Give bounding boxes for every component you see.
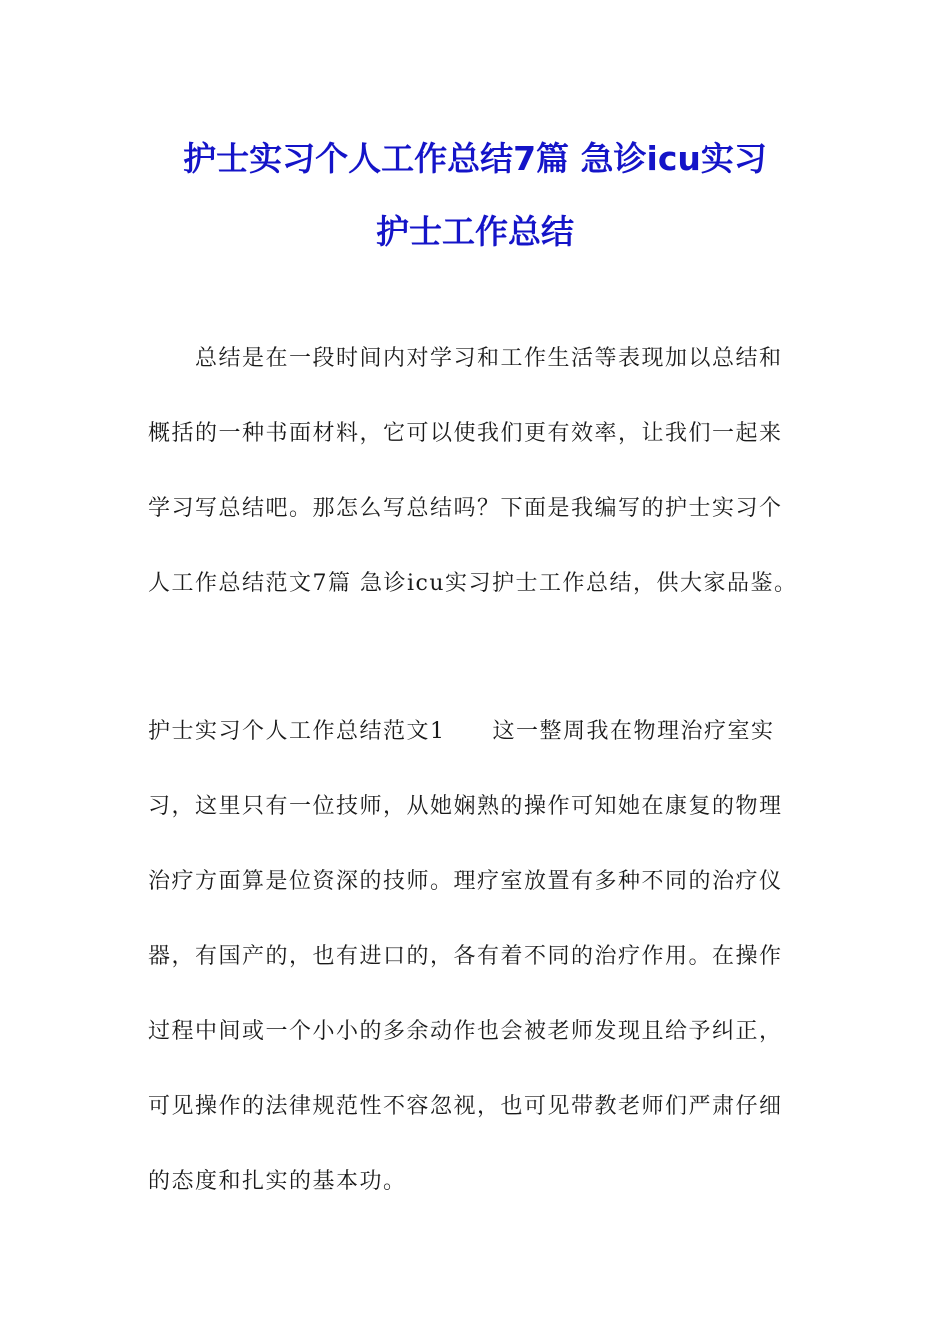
intro-paragraph-line: 人工作总结范文7篇 急诊icu实习护士工作总结，供大家品鉴。 [148,571,798,596]
section1-paragraph-line: 器，有国产的，也有进口的，各有着不同的治疗作用。在操作 [148,944,783,969]
document-title-line-2: 护士工作总结 [376,212,574,251]
intro-paragraph-line: 概括的一种书面材料，它可以使我们更有效率，让我们一起来 [148,421,783,446]
section1-paragraph-line: 可见操作的法律规范性不容忽视，也可见带教老师们严肃仔细 [148,1094,783,1119]
section1-paragraph-line: 的态度和扎实的基本功。 [148,1169,407,1194]
section1-paragraph-line: 治疗方面算是位资深的技师。理疗室放置有多种不同的治疗仪 [148,869,783,894]
section1-paragraph-line: 护士实习个人工作总结范文1 这一整周我在物理治疗室实 [148,719,775,744]
document-title-line-1: 护士实习个人工作总结7篇 急诊icu实习 [183,139,767,178]
section1-paragraph-line: 过程中间或一个小小的多余动作也会被老师发现且给予纠正， [148,1019,783,1044]
section1-paragraph-line: 习，这里只有一位技师，从她娴熟的操作可知她在康复的物理 [148,794,783,819]
intro-paragraph-line: 学习写总结吧。那怎么写总结吗？下面是我编写的护士实习个 [148,496,783,521]
intro-paragraph-line: 总结是在一段时间内对学习和工作生活等表现加以总结和 [148,346,783,371]
